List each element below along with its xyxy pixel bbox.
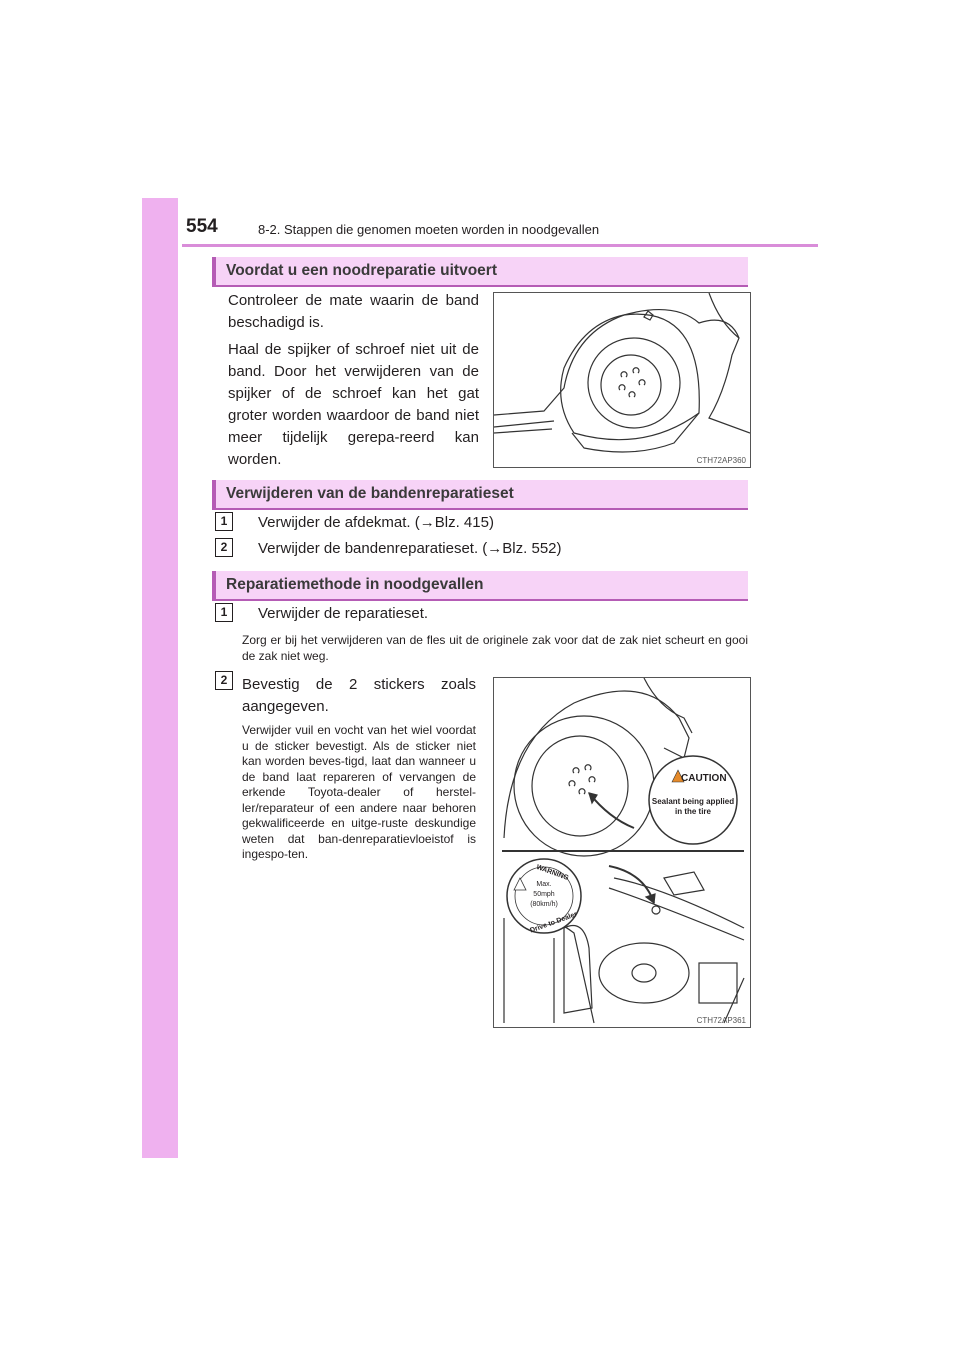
nail-warning-paragraph: Haal de spijker of schroef niet uit de band. Door het verwijderen van de spijker of de schroef kan het gat groter worden waardoor de band niet meer tijdelijk gerepa-reerd kan worden. — [228, 341, 479, 468]
warning-top: WARNING — [535, 863, 570, 883]
warning-line1: Max. — [536, 881, 552, 888]
figure-sticker-placement — [493, 677, 751, 1028]
step-badge: 1 — [215, 603, 233, 622]
heading-remove-kit — [212, 480, 748, 510]
heading-emergency-repair — [212, 571, 748, 601]
page-number: 554 — [186, 216, 218, 237]
section-title: 8-2. Stappen die genomen moeten worden in noodgevallen — [258, 222, 600, 237]
caution-line1: Sealant being applied — [651, 797, 735, 806]
check-damage-paragraph: Controleer de mate waarin de band beschadigd is. — [228, 292, 479, 331]
figure-code: CTH72AP361 — [696, 1016, 746, 1025]
step-text: Verwijder de bandenreparatieset. (→Blz. 552) — [258, 540, 562, 557]
figure-damaged-tire — [493, 292, 751, 468]
tire-illustration — [494, 293, 750, 467]
step-note: Verwijder vuil en vocht van het wiel voordat u de sticker bevestigt. Als de sticker niet kan worden beves-tigd, laat dan wanneer u de band laat repareren of vervangen de erkende Toyota-dealer of herstel-ler/reparateur of een andere naar behoren gekwalificeerde en uitge-ruste deskundige weten dat ban-denreparatievloeistof is ingespo-ten. — [242, 723, 476, 861]
figure-code: CTH72AP360 — [696, 456, 746, 465]
sticker-placement-illustration — [494, 678, 750, 1027]
step-note: Zorg er bij het verwijderen van de fles uit de originele zak voor dat de zak niet scheurt en gooi de zak niet weg. — [242, 633, 748, 663]
step-badge: 2 — [215, 538, 233, 557]
warning-line3: (80km/h) — [530, 901, 558, 908]
chapter-sidebar-tab — [142, 198, 178, 1158]
caution-sticker — [649, 756, 737, 844]
step-text: Bevestig de 2 stickers zoals aangegeven. — [242, 676, 476, 715]
warning-bottom: Drive to Dealer — [529, 911, 579, 935]
step-badge: 2 — [215, 671, 233, 690]
step-text: Verwijder de afdekmat. (→Blz. 415) — [258, 514, 494, 531]
caution-line2: in the tire — [674, 807, 712, 816]
heading-before-repair-text: Voordat u een noodreparatie uitvoert — [226, 262, 498, 279]
step-text: Verwijder de reparatieset. — [258, 605, 429, 622]
header-rule — [182, 244, 818, 247]
heading-emergency-repair-text: Reparatiemethode in noodgevallen — [226, 576, 484, 593]
heading-before-repair — [212, 257, 748, 287]
warning-sticker — [507, 859, 581, 935]
heading-remove-kit-text: Verwijderen van de bandenreparatieset — [226, 485, 514, 502]
caution-title: CAUTION — [681, 773, 727, 784]
step-badge: 1 — [215, 512, 233, 531]
warning-line2: 50mph — [533, 891, 555, 898]
